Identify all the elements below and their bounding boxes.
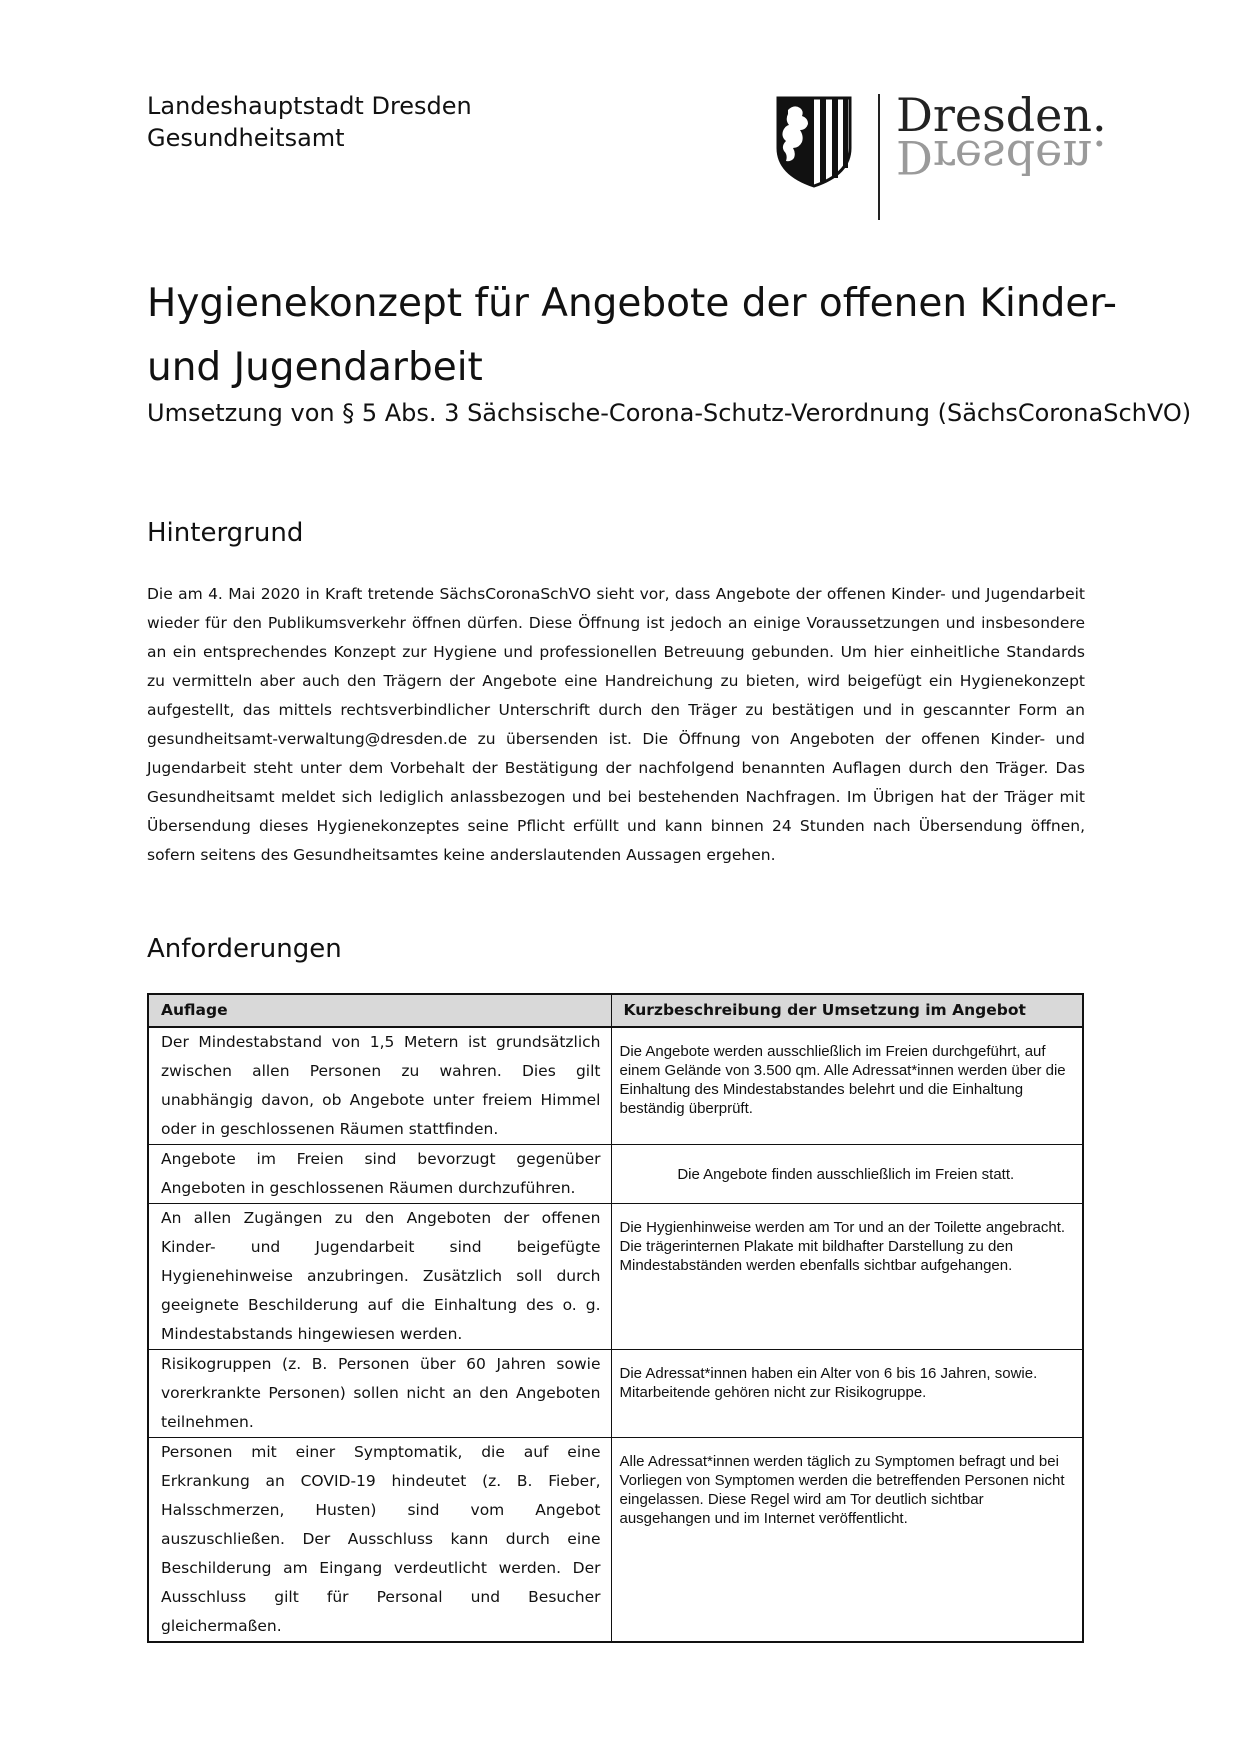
table-row — [148, 1204, 1083, 1350]
document-title: Hygienekonzept für Angebote der offenen Kinder- und Jugendarbeit — [147, 281, 1117, 390]
logo-divider — [878, 94, 880, 220]
implementation-cell: Die Hygienhinweise werden am Tor und an der Toilette angebracht. Die trägerinternen Plakate mit bildhafter Darstellung zu den Mindestabständen werden ebenfalls sichtbar aufgehangen. — [611, 1204, 1083, 1350]
org-name: Landeshauptstadt Dresden — [147, 92, 472, 120]
table-row — [148, 1350, 1083, 1438]
requirement-cell: An allen Zugängen zu den Angeboten der offenen Kinder- und Jugendarbeit sind beigefügte Hygienehinweise anzubringen. Zusätzlich soll durch geeignete Beschilderung auf die Einhaltung des o. g. Mindestabstands hingewiesen werden. — [148, 1204, 611, 1350]
requirement-cell: Der Mindestabstand von 1,5 Metern ist grundsätzlich zwischen allen Personen zu wahren. Dies gilt unabhängig davon, ob Angebote unter freiem Himmel oder in geschlossenen Räumen stattfinden. — [148, 1027, 611, 1145]
implementation-cell: Die Angebote werden ausschließlich im Freien durchgeführt, auf einem Gelände von 3.500 qm. Alle Adressat*innen werden über die Einhaltung des Mindestabstandes belehrt und die Einhaltung beständig überprüft. — [611, 1027, 1083, 1145]
logo-wordmark: Dresden. — [896, 88, 1107, 142]
dresden-logo — [776, 88, 1107, 220]
table-header-row — [148, 994, 1083, 1027]
requirement-cell: Personen mit einer Symptomatik, die auf eine Erkrankung an COVID-19 hindeutet (z. B. Fieber, Halsschmerzen, Husten) sind vom Angebot auszuschließen. Der Ausschluss kann durch eine Beschilderung am Eingang verdeutlicht werden. Der Ausschluss gilt für Personal und Besucher gleichermaßen. — [148, 1438, 611, 1643]
requirements-table — [147, 993, 1084, 1643]
requirement-cell: Risikogruppen (z. B. Personen über 60 Jahren sowie vorerkrankte Personen) sollen nicht an den Angeboten teilnehmen. — [148, 1350, 611, 1438]
column-header-auflage: Auflage — [148, 994, 611, 1027]
org-department: Gesundheitsamt — [147, 124, 345, 152]
implementation-cell: Alle Adressat*innen werden täglich zu Symptomen befragt und bei Vorliegen von Symptomen werden die betreffenden Personen nicht eingelassen. Diese Regel wird am Tor deutlich sichtbar ausgehangen und im Internet veröffentlicht. — [611, 1438, 1083, 1643]
implementation-cell: Die Adressat*innen haben ein Alter von 6 bis 16 Jahren, sowie. Mitarbeitende gehören nicht zur Risikogruppe. — [611, 1350, 1083, 1438]
logo-wordmark-reflection: Dresden. — [896, 130, 1107, 184]
table-row — [148, 1438, 1083, 1643]
section-heading-requirements: Anforderungen — [147, 934, 342, 964]
table-row — [148, 1145, 1083, 1204]
background-paragraph: Die am 4. Mai 2020 in Kraft tretende SächsCoronaSchVO sieht vor, dass Angebote der offenen Kinder- und Jugendarbeit wieder für den Publikumsverkehr öffnen dürfen. Diese Öffnung ist jedoch an einige Voraussetzungen und insbesondere an ein entsprechendes Konzept zur Hygiene und professionellen Betreuung gebunden. Um hier einheitliche Standards zu vermitteln aber auch den Trägern der Angebote eine Handreichung zu bieten, wird beigefügt ein Hygienekonzept aufgestellt, das mittels rechtsverbindlicher Unterschrift durch den Träger zu bestätigen und in gescannter Form an gesundheitsamt-verwaltung@dresden.de zu übersenden ist. Die Öffnung von Angeboten der offenen Kinder- und Jugendarbeit steht unter dem Vorbehalt der Bestätigung der nachfolgend benannten Auflagen durch den Träger. Das Gesundheitsamt meldet sich lediglich anlassbezogen und bei bestehenden Nachfragen. Im Übrigen hat der Träger mit Übersendung dieses Hygienekonzeptes seine Pflicht erfüllt und kann binnen 24 Stunden nach Übersendung öffnen, sofern seitens des Gesundheitsamtes keine anderslautenden Aussagen ergehen. — [147, 585, 1085, 864]
organization-header — [147, 90, 472, 154]
document-subtitle: Umsetzung von § 5 Abs. 3 Sächsische-Corona-Schutz-Verordnung (SächsCoronaSchVO) — [147, 399, 1192, 427]
column-header-umsetzung: Kurzbeschreibung der Umsetzung im Angebot — [611, 994, 1083, 1027]
section-heading-background: Hintergrund — [147, 518, 304, 548]
table-row — [148, 1027, 1083, 1145]
dresden-coat-of-arms-icon — [776, 96, 852, 188]
requirement-cell: Angebote im Freien sind bevorzugt gegenüber Angeboten in geschlossenen Räumen durchzuführen. — [148, 1145, 611, 1204]
implementation-cell: Die Angebote finden ausschließlich im Freien statt. — [611, 1145, 1083, 1204]
